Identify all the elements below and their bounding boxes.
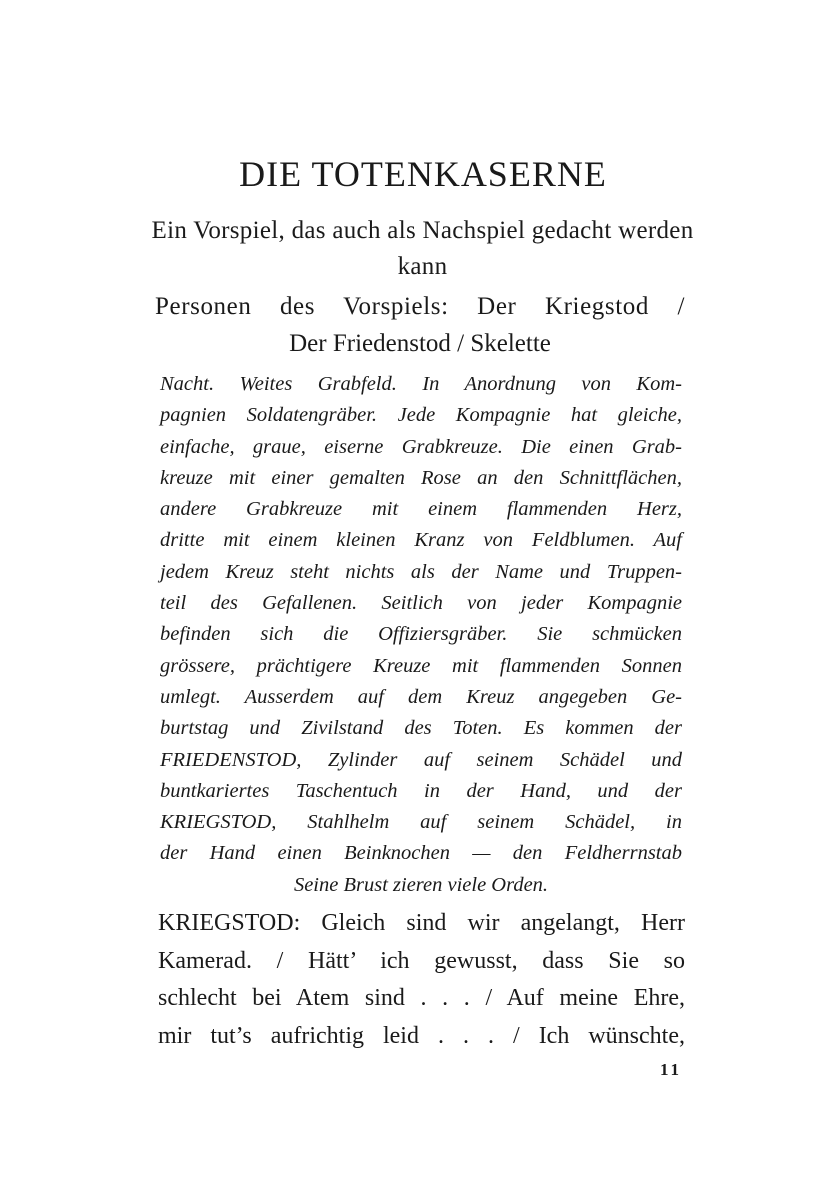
stage-direction-line: andere Grabkreuze mit einem flammenden Herz, bbox=[160, 498, 682, 521]
cast-list bbox=[155, 288, 685, 362]
stage-direction-line: der Hand einen Beinknochen — den Feldherrnstab bbox=[160, 842, 682, 865]
stage-direction-line: dritte mit einem kleinen Kranz von Feldblumen. Auf bbox=[160, 529, 682, 552]
stage-direction-line: grössere, prächtigere Kreuze mit flammenden Sonnen bbox=[160, 654, 682, 677]
stage-direction-line: teil des Gefallenen. Seitlich von jeder Kompagnie bbox=[160, 592, 682, 615]
dialogue-line: schlecht bei Atem sind . . . / Auf meine Ehre, bbox=[158, 985, 685, 1011]
stage-direction-line: KRIEGSTOD, Stahlhelm auf seinem Schädel, in bbox=[160, 811, 682, 834]
stage-direction-line: umlegt. Ausserdem auf dem Kreuz angegeben Ge- bbox=[160, 685, 682, 708]
stage-direction-line: buntkariertes Taschentuch in der Hand, und der bbox=[160, 779, 682, 802]
stage-direction-line: Nacht. Weites Grabfeld. In Anordnung von Kom- bbox=[160, 373, 682, 395]
stage-direction-line: burtstag und Zivilstand des Toten. Es kommen der bbox=[160, 717, 682, 740]
dialogue-line: Kamerad. / Hätt’ ich gewusst, dass Sie so bbox=[158, 947, 685, 974]
stage-direction-line: befinden sich die Offiziersgräber. Sie schmücken bbox=[160, 623, 682, 646]
stage-direction-line: einfache, graue, eiserne Grabkreuze. Die einen Grab- bbox=[160, 435, 682, 458]
stage-direction-line: kreuze mit einer gemalten Rose an den Schnittflächen, bbox=[160, 466, 682, 489]
stage-direction-line: jedem Kreuz steht nichts als der Name und Truppen- bbox=[160, 560, 682, 583]
page-title: DIE TOTENKASERNE bbox=[239, 154, 607, 194]
page-number: 11 bbox=[659, 1060, 682, 1079]
dialogue-line: KRIEGSTOD: Gleich sind wir angelangt, Herr bbox=[158, 910, 685, 936]
cast-list-line: Personen des Vorspiels: Der Kriegstod / bbox=[155, 293, 685, 320]
stage-direction-line: Seine Brust zieren viele Orden. bbox=[293, 873, 549, 896]
stage-direction bbox=[160, 369, 682, 901]
subtitle: Ein Vorspiel, das auch als Nachspiel gedacht werden kann bbox=[151, 217, 694, 280]
dialogue-line: mir tut’s aufrichtig leid . . . / Ich wünschte, bbox=[158, 1022, 685, 1049]
stage-direction-line: FRIEDENSTOD, Zylinder auf seinem Schädel und bbox=[160, 748, 682, 771]
dialogue bbox=[158, 905, 685, 1055]
cast-list-line: Der Friedenstod / Skelette bbox=[289, 330, 551, 357]
stage-direction-line: pagnien Soldatengräber. Jede Kompagnie hat gleiche, bbox=[160, 404, 682, 427]
